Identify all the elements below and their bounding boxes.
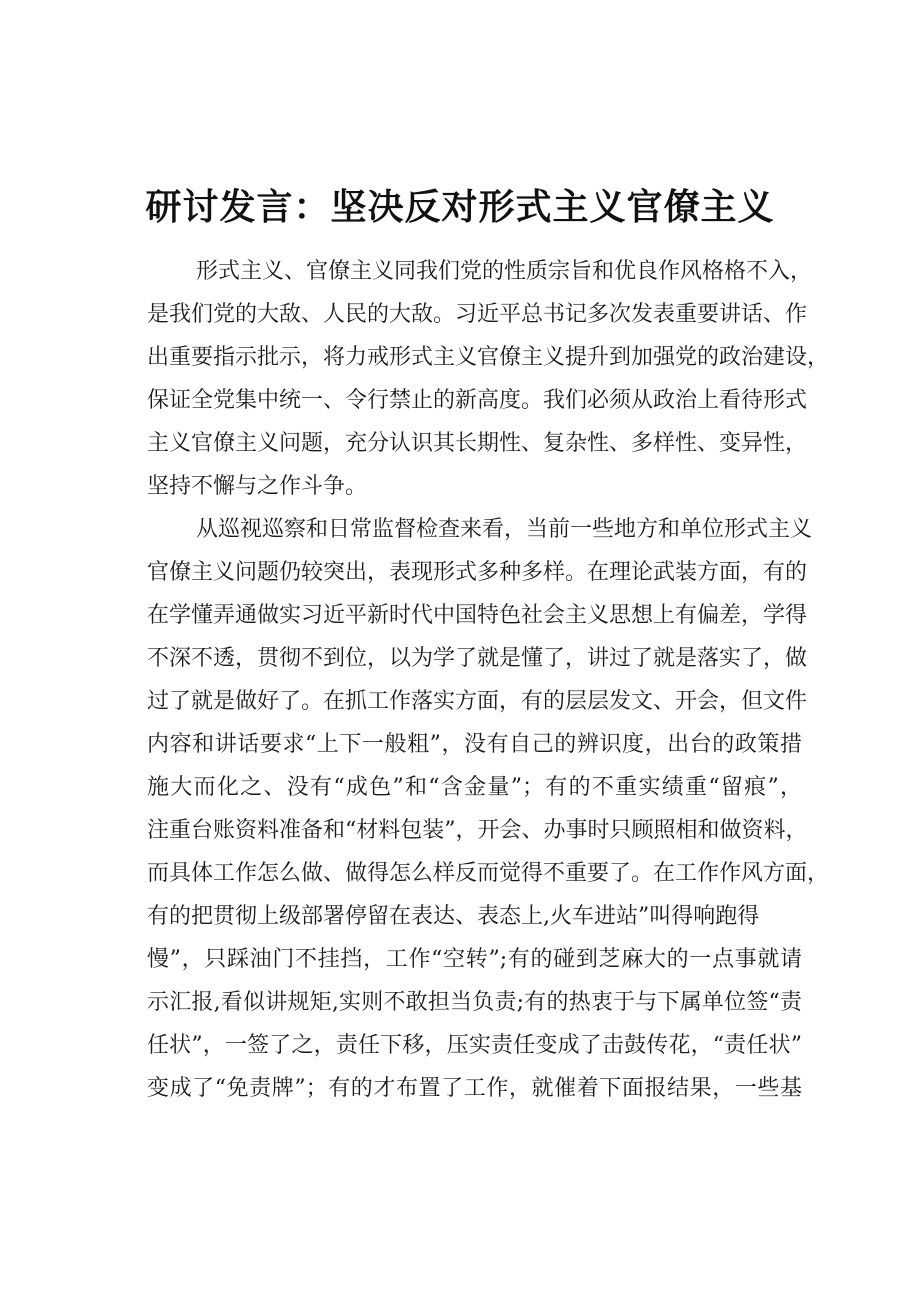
- text-line: 内容和讲话要求“上下一般粗”，没有自己的辨识度，出台的政策措: [147, 732, 802, 757]
- text-line: 坚持不懈与之作斗争。: [147, 474, 368, 499]
- text-line: 而具体工作怎么做、做得怎么样反而觉得不重要了。在工作作风方面，: [147, 861, 830, 886]
- text-line: 形式主义、官僚主义同我们党的性质宗旨和优良作风格格不入，: [196, 259, 813, 284]
- text-line: 有的把贯彻上级部署停留在表达、表态上,火车进站”叫得响跑得: [147, 904, 760, 929]
- text-line: 保证全党集中统一、令行禁止的新高度。我们必须从政治上看待形式: [147, 388, 808, 413]
- text-line: 主义官僚主义问题，充分认识其长期性、复杂性、多样性、变异性，: [147, 431, 808, 456]
- text-line: 是我们党的大敌、人民的大敌。习近平总书记多次发表重要讲话、作: [147, 302, 808, 327]
- text-line: 出重要指示批示，将力戒形式主义官僚主义提升到加强党的政治建设，: [147, 345, 830, 370]
- document-title: 研讨发言：坚决反对形式主义官僚主义: [145, 186, 775, 229]
- text-line: 施大而化之、没有“成色”和“含金量”；有的不重实绩重“留痕”，: [147, 775, 802, 800]
- text-line: 从巡视巡察和日常监督检查来看，当前一些地方和单位形式主义: [196, 517, 813, 542]
- text-line: 在学懂弄通做实习近平新时代中国特色社会主义思想上有偏差，学得: [147, 603, 808, 628]
- text-line: 示汇报,看似讲规矩,实则不敢担当负责;有的热衷于与下属单位签“责: [147, 990, 802, 1015]
- text-line: 注重台账资料准备和“材料包装”，开会、办事时只顾照相和做资料，: [147, 818, 808, 843]
- text-line: 过了就是做好了。在抓工作落实方面，有的层层发文、开会，但文件: [147, 689, 808, 714]
- text-line: 不深不透，贯彻不到位，以为学了就是懂了，讲过了就是落实了，做: [147, 646, 808, 671]
- text-line: 任状”，一签了之，责任下移，压实责任变成了击鼓传花，“责任状”: [147, 1033, 802, 1058]
- text-line: 慢”，只踩油门不挂挡，工作“空转”;有的碰到芝麻大的一点事就请: [147, 947, 802, 972]
- text-line: 变成了“免责牌”；有的才布置了工作，就催着下面报结果，一些基: [147, 1076, 802, 1101]
- text-line: 官僚主义问题仍较突出，表现形式多种多样。在理论武装方面，有的: [147, 560, 808, 585]
